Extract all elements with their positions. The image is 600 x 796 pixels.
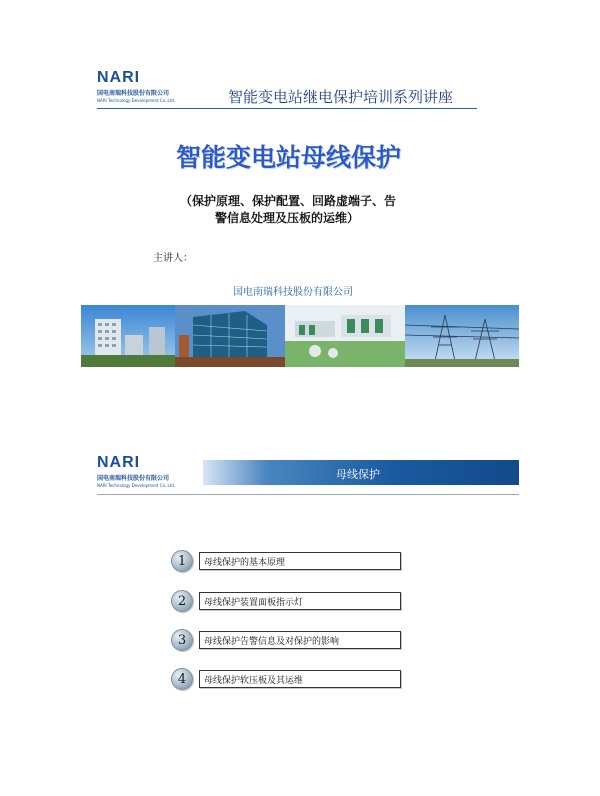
number-badge: 2 — [171, 590, 193, 612]
main-title: 智能变电站母线保护 — [176, 143, 402, 172]
logo-company-en: NARI Technology Development Co.,Ltd. — [97, 483, 176, 488]
nari-logo — [97, 70, 212, 106]
logo-company-cn: 国电南瑞科技股份有限公司 — [97, 475, 170, 482]
list-item[interactable] — [171, 629, 401, 651]
list-item[interactable] — [171, 590, 401, 612]
menu-item-label: 母线保护装置面板指示灯 — [199, 592, 401, 610]
subtitle-line-1: （保护原理、保护配置、回路虚端子、告 — [180, 194, 397, 208]
header-divider — [97, 494, 519, 495]
nari-logo-2 — [97, 455, 202, 489]
header-rule — [97, 108, 477, 109]
substation-aerial-photo — [285, 305, 405, 367]
glass-building-photo — [175, 305, 285, 367]
subtitle-line-2: 警信息处理及压板的运维） — [215, 211, 360, 225]
menu-item-label: 母线保护告警信息及对保护的影响 — [199, 631, 401, 649]
number-badge: 3 — [171, 629, 193, 651]
logo-company-cn: 国电南瑞科技股份有限公司 — [97, 90, 170, 97]
photo-strip — [81, 305, 519, 367]
power-tower-photo — [405, 305, 519, 367]
office-building-photo — [81, 305, 175, 367]
list-item[interactable] — [171, 668, 401, 690]
presenter-label: 主讲人： — [153, 253, 193, 264]
menu-item-label: 母线保护软压板及其运维 — [199, 670, 401, 688]
number-badge: 4 — [171, 668, 193, 690]
company-name: 国电南瑞科技股份有限公司 — [233, 287, 353, 298]
number-badge: 1 — [171, 550, 193, 572]
logo-brand: NARI — [97, 69, 141, 86]
section-title: 母线保护 — [336, 468, 380, 481]
logo-company-en: NARI Technology Development Co.,Ltd. — [97, 98, 176, 103]
series-title: 智能变电站继电保护培训系列讲座 — [228, 88, 454, 106]
menu-item-label: 母线保护的基本原理 — [199, 552, 401, 570]
list-item[interactable] — [171, 550, 401, 572]
logo-brand: NARI — [97, 454, 141, 471]
